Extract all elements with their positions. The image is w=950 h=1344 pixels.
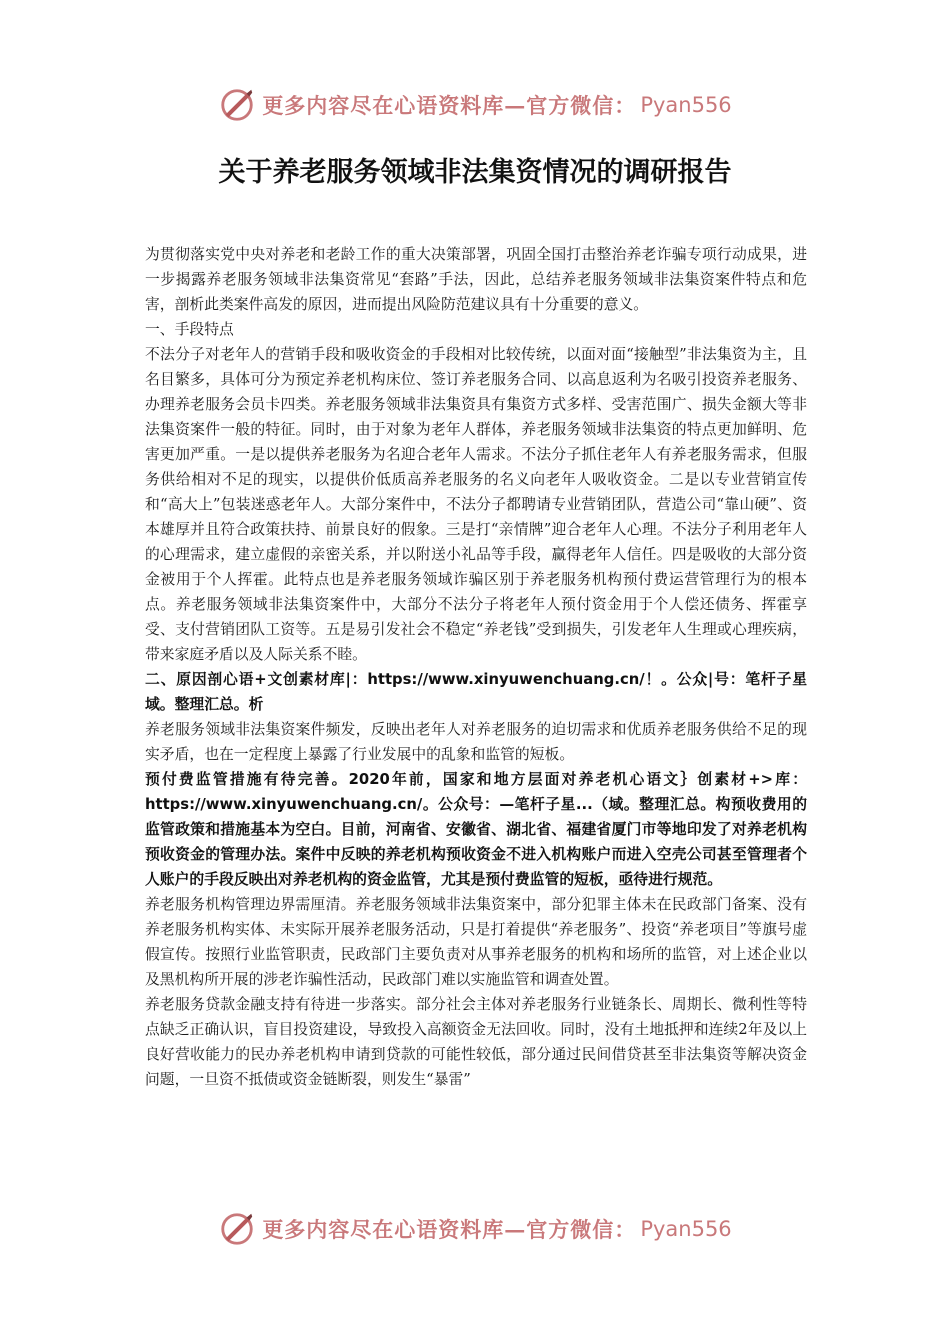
paragraph-causes-intro: 养老服务领域非法集资案件频发，反映出老年人对养老服务的迫切需求和优质养老服务供给不足的现实矛盾，也在一定程度上暴露了行业发展中的乱象和监管的短板。	[145, 721, 807, 763]
banner-handle: Pyan556	[640, 1217, 732, 1241]
banner-text: 更多内容尽在心语资料库—官方微信：	[262, 1217, 637, 1242]
banner-handle: Pyan556	[640, 93, 732, 117]
document-body	[145, 242, 807, 1092]
page-title: 关于养老服务领域非法集资情况的调研报告	[218, 157, 732, 188]
footer-banner	[0, 1206, 950, 1252]
header-banner	[0, 82, 950, 128]
logo-icon	[218, 86, 256, 124]
logo-icon	[218, 1210, 256, 1248]
banner-text: 更多内容尽在心语资料库—官方微信：	[262, 93, 637, 118]
paragraph-loan-support: 养老服务贷款金融支持有待进一步落实。部分社会主体对养老服务行业链条长、周期长、微利性等特点缺乏正确认识，盲目投资建设，导致投入高额资金无法回收。同时，没有土地抵押和连续2年及以上良好营收能力的民办养老机构申请到贷款的可能性较低，部分通过民间借贷甚至非法集资等解决资金问题，一旦资不抵债或资金链断裂，则发生“暴雷”	[145, 996, 807, 1088]
section-heading-1: 一、手段特点	[145, 321, 234, 338]
intro-paragraph: 为贯彻落实党中央对养老和老龄工作的重大决策部署，巩固全国打击整治养老诈骗专项行动成果，进一步揭露养老服务领域非法集资常见“套路”手法，因此，总结养老服务领域非法集资案件特点和危害，剖析此类案件高发的原因，进而提出风险防范建议具有十分重要的意义。	[145, 246, 807, 313]
section-heading-2: 二、原因剖心语+文创素材库|：https://www.xinyuwenchuang.cn/！。公众|号：笔杆子星域。整理汇总。析	[145, 671, 807, 713]
paragraph-features: 不法分子对老年人的营销手段和吸收资金的手段相对比较传统，以面对面“接触型”非法集资为主，且名目繁多，具体可分为预定养老机构床位、签订养老服务合同、以高息返利为名吸引投资养老服务、办理养老服务会员卡四类。养老服务领域非法集资具有集资方式多样、受害范围广、损失金额大等非法集资案件一般的特征。同时，由于对象为老年人群体，养老服务领域非法集资的特点更加鲜明、危害更加严重。一是以提供养老服务为名迎合老年人需求。不法分子抓住老年人有养老服务需求，但服务供给相对不足的现实，以提供价低质高养老服务的名义向老年人吸收资金。二是以专业营销宣传和“高大上”包装迷惑老年人。大部分案件中，不法分子都聘请专业营销团队，营造公司“靠山硬”、资本雄厚并且符合政策扶持、前景良好的假象。三是打“亲情牌”迎合老年人心理。不法分子利用老年人的心理需求，建立虚假的亲密关系，并以附送小礼品等手段，赢得老年人信任。四是吸收的大部分资金被用于个人挥霍。此特点也是养老服务领域诈骗区别于养老服务机构预付费运营管理行为的根本点。养老服务领域非法集资案件中，大部分不法分子将老年人预付资金用于个人偿还债务、挥霍享受、支付营销团队工资等。五是易引发社会不稳定“养老钱”受到损失，引发老年人生理或心理疾病，带来家庭矛盾以及人际关系不睦。	[145, 346, 807, 663]
paragraph-institution-boundary: 养老服务机构管理边界需厘清。养老服务领域非法集资案中，部分犯罪主体未在民政部门备案、没有养老服务机构实体、未实际开展养老服务活动，只是打着提供“养老服务”、投资“养老项目”等旗号虚假宣传。按照行业监管职责，民政部门主要负责对从事养老服务的机构和场所的监管，对上述企业以及黑机构所开展的涉老诈骗性活动，民政部门难以实施监管和调查处置。	[145, 896, 807, 988]
paragraph-prepay-supervision: 预付费监管措施有待完善。2020年前，国家和地方层面对养老机心语文｝创素材+>库：https://www.xinyuwenchuang.cn/。公众号：—笔杆子星...（域。整理汇总。构预收费用的监管政策和措施基本为空白。目前，河南省、安徽省、湖北省、福建省厦门市等地印发了对养老机构预收资金的管理办法。案件中反映的养老机构预收资金不进入机构账户而进入空壳公司甚至管理者个人账户的手段反映出对养老机构的资金监管，尤其是预付费监管的短板，亟待进行规范。	[145, 771, 807, 888]
